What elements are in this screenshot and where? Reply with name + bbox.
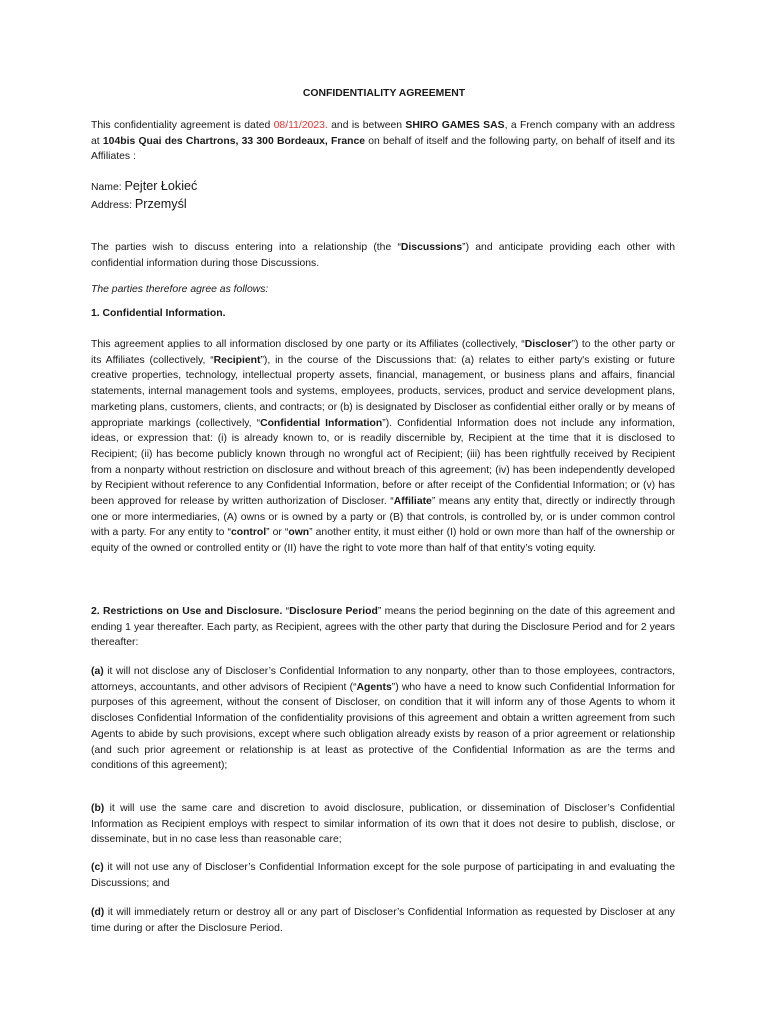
party-address: Przemyśl <box>134 197 187 211</box>
section-1-text: ”) to the other party or its Affiliates (collectively, “ <box>91 339 676 366</box>
clause-d-text: it will immediately return or destroy all or any part of Discloser’s Confidential Information as requested by Discloser at any time during or after the Disclosure Period. <box>91 907 675 934</box>
address-label: Address: <box>91 200 135 211</box>
clause-c <box>91 860 675 891</box>
clause-d <box>91 905 675 936</box>
intro-paragraph <box>91 118 675 165</box>
clause-a-text: it will not disclose any of Discloser’s Confidential Information to any nonparty, other than to those employees, contractors, attorneys, accountants, and other advisors of Recipient (“ <box>91 666 675 693</box>
clause-d-label: (d) <box>91 907 105 918</box>
discussions-text: ”) and anticipate providing each other with confidential information during those Discussions. <box>91 242 675 269</box>
party-address-line <box>91 197 675 214</box>
clause-b-label: (b) <box>91 803 105 814</box>
section-1-body <box>91 337 675 557</box>
term-affiliate: Affiliate <box>393 496 432 508</box>
section-1-text: This agreement applies to all information disclosed by one party or its Affiliates (collectively, “ <box>91 339 525 350</box>
intro-text: , a French company with an address at <box>91 120 675 147</box>
agree-line: The parties therefore agree as follows: <box>91 284 269 295</box>
clause-a-label: (a) <box>91 666 104 677</box>
term-own: own <box>288 527 310 539</box>
section-2-heading: 2. Restrictions on Use and Disclosure. <box>91 606 283 617</box>
term-disclosure-period: Disclosure Period <box>289 606 378 617</box>
intro-text: and is between <box>327 120 406 131</box>
page-title: CONFIDENTIALITY AGREEMENT <box>302 88 466 99</box>
section-1-text: ” another entity, it must either (I) hold or own more than half of the ownership or equity of the owned or controlled entity or (II) have the right to vote more than half of that entity’s voting equity. <box>91 527 675 555</box>
section-1-heading <box>91 306 675 322</box>
clause-c-text: it will not use any of Discloser’s Confidential Information except for the sole purpose of participating in and evaluating the Discussions; and <box>91 862 675 889</box>
company-address: 104bis Quai des Chartrons, 33 300 Bordeaux, France <box>102 135 366 147</box>
clause-b-text: it will use the same care and discretion to avoid disclosure, publication, or dissemination of Discloser’s Confidential Information as Recipient employs with respect to similar information of its own that it does not desire to publish, disclose, or disseminate, but in no case less than reasonable care; <box>91 803 675 846</box>
clause-c-label: (c) <box>91 862 104 873</box>
section-2-text: “ <box>282 606 290 617</box>
section-1-text: ”), in the course of the Discussions that: (a) relates to either party's existing or future creative properties, technology, intellectual property assets, financial, management, or business plans and affairs, financial statements, internal management tools and systems, employees, products, services, product and service development plans, marketing plans, customers, clients, and contracts; or (b) is designated by Discloser as confidential either orally or by means of appropriate markings (collectively, “ <box>91 354 675 429</box>
term-confidential-information: Confidential Information <box>260 417 383 429</box>
party-name: Pejter Łokieć <box>124 179 198 193</box>
section-1-text: ” means any entity that, directly or indirectly through one or more intermediaries, (A) owns or is owned by a party or (B) that controls, is controlled by, or is under common control with a party. For any entity to “ <box>91 496 675 539</box>
clause-b <box>91 801 675 848</box>
section-1-text: ” or “ <box>266 527 289 539</box>
discussions-text: The parties wish to discuss entering into a relationship (the “ <box>91 242 401 253</box>
section-2-text: ” means the period beginning on the date of this agreement and ending 1 year thereafter. Each party, as Recipient, agrees with the other party that during the Disclosure Period and for 2 years thereafter: <box>91 606 675 649</box>
intro-text: on behalf of itself and the following party, on behalf of itself and its Affiliates : <box>91 135 676 163</box>
party-name-line <box>91 179 675 196</box>
clause-a-text: ”) who have a need to know such Confidential Information for purposes of this agreement, without the consent of Discloser, on condition that it will inform any of those Agents to whom it discloses Confidential Information of the confidentiality provisions of this agreement and obtain a written agreement from such Agents to abide by such provisions, except where such obligation already exists by reason of a prior agreement or relationship (and such prior agreement or relationship is at least as protective of the Confidential Information as are the terms and conditions of this agreement); <box>91 681 675 772</box>
section-1-text: ”). Confidential Information does not include any information, ideas, or expression that: (i) is already known to, or is readily discernible by, Recipient at the time that it is disclosed to Recipient; (ii) has become publicly known through no wrongful act of Recipient; (iii) has been rightfully received by Recipient from a nonparty without restriction on disclosure and without breach of this agreement; (iv) has been independently developed by Recipient without reference to any Confidential Information, before or after receipt of the Confidential Information; or (v) has been approved for release by written authorization of Discloser. “ <box>91 417 676 508</box>
term-recipient: Recipient <box>213 354 261 366</box>
term-control: control <box>230 527 267 539</box>
term-discloser: Discloser <box>524 339 572 350</box>
clause-a <box>91 664 675 774</box>
discussions-paragraph <box>91 240 675 271</box>
term-agents: Agents <box>356 681 392 693</box>
company-name: SHIRO GAMES SAS <box>405 120 505 131</box>
discussions-term: Discussions <box>400 242 463 253</box>
agreement-date: 08/11/2023. <box>273 120 328 131</box>
intro-text: This confidentiality agreement is dated <box>91 120 274 131</box>
section-1-heading-text: 1. Confidential Information. <box>91 308 226 319</box>
name-label: Name: <box>91 182 125 193</box>
section-2-paragraph <box>91 604 675 651</box>
